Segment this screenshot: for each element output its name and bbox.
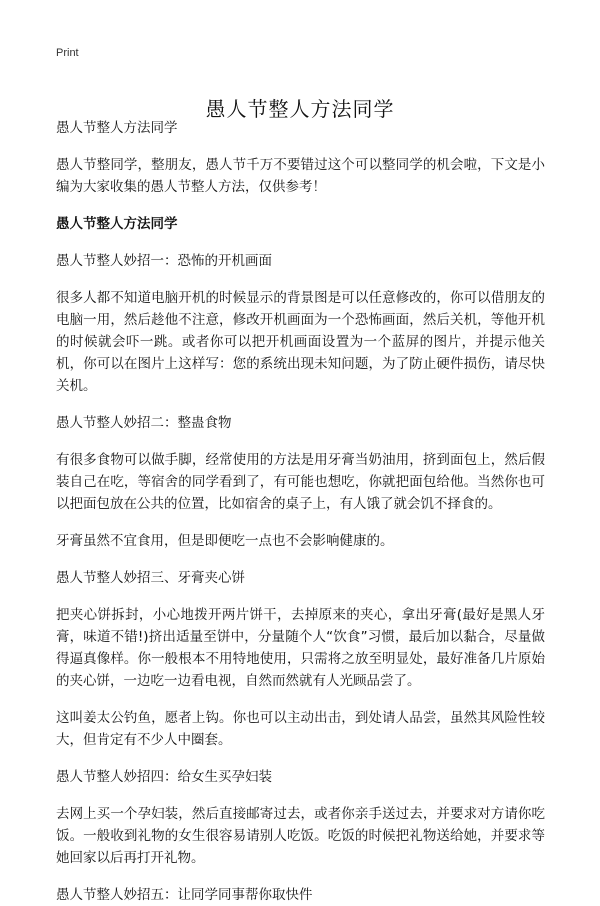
trick-heading: 愚人节整人妙招四：给女生买孕妇装 — [56, 769, 272, 785]
trick-heading: 愚人节整人妙招五：让同学同事帮你取快件 — [56, 887, 313, 903]
page-title: 愚人节整人方法同学 — [205, 97, 395, 122]
intro-paragraph: 愚人节整同学，整朋友，愚人节千万不要错过这个可以整同学的机会啦，下文是小编为大家收集的愚人节整人方法，仅供参考！ — [56, 157, 545, 195]
section-heading: 愚人节整人方法同学 — [56, 216, 178, 232]
article-body — [56, 117, 545, 906]
trick-heading: 愚人节整人妙招二：整蛊食物 — [56, 415, 232, 431]
trick-paragraph: 牙膏虽然不宜食用，但是即便吃一点也不会影响健康的。 — [56, 533, 394, 549]
trick-paragraph: 有很多食物可以做手脚，经常使用的方法是用牙膏当奶油用，挤到面包上，然后假装自己在吃，等宿舍的同学看到了，有可能也想吃，你就把面包给他。当然你也可以把面包放在公共的位置，比如宿舍的桌子上，有人饿了就会饥不择食的。 — [56, 452, 545, 512]
print-label: Print — [56, 47, 79, 59]
trick-paragraph: 这叫姜太公钓鱼，愿者上钩。你也可以主动出击，到处请人品尝，虽然其风险性较大，但肯定有不少人中圈套。 — [56, 710, 545, 748]
subtitle: 愚人节整人方法同学 — [56, 120, 178, 136]
trick-heading: 愚人节整人妙招三、牙膏夹心饼 — [56, 570, 245, 586]
trick-paragraph: 去网上买一个孕妇装，然后直接邮寄过去，或者你亲手送过去，并要求对方请你吃饭。一般收到礼物的女生很容易请别人吃饭。吃饭的时候把礼物送给她，并要求等她回家以后再打开礼物。 — [56, 806, 545, 866]
trick-heading: 愚人节整人妙招一：恐怖的开机画面 — [56, 253, 272, 269]
trick-paragraph: 很多人都不知道电脑开机的时候显示的背景图是可以任意修改的，你可以借朋友的电脑一用，然后趁他不注意，修改开机画面为一个恐怖画面，然后关机，等他开机的时候就会吓一跳。或者你可以把开机画面设置为一个蓝屏的图片，并提示他关机，你可以在图片上这样写：您的系统出现未知问题，为了防止硬件损伤，请尽快关机。 — [56, 290, 545, 394]
trick-paragraph: 把夹心饼拆封，小心地拨开两片饼干，去掉原来的夹心，拿出牙膏(最好是黑人牙膏，味道不错!)挤出适量至饼中，分量随个人“饮食”习惯，最后加以黏合，尽量做得逼真像样。你一般根本不用特地使用，只需将之放至明显处，最好准备几片原始的夹心饼，一边吃一边看电视，自然而然就有人光顾品尝了。 — [56, 607, 545, 689]
